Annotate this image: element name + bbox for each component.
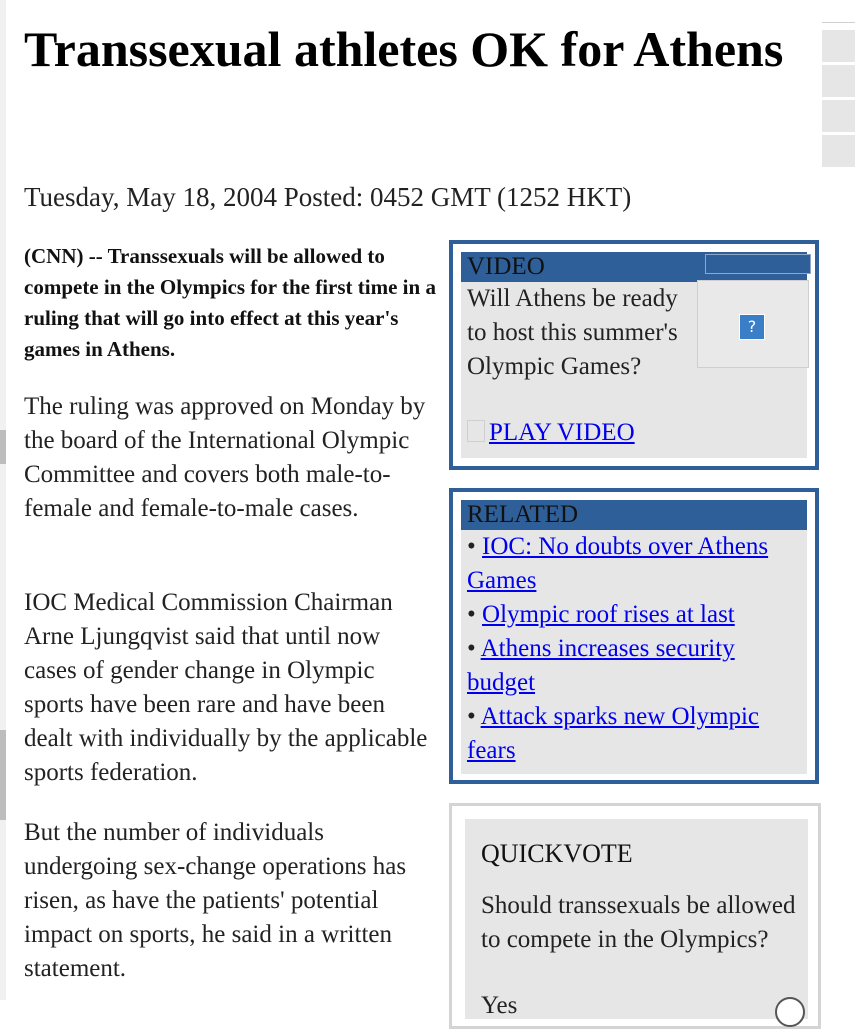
play-video-link[interactable]: PLAY VIDEO — [489, 419, 635, 446]
list-item: • Olympic roof rises at last — [467, 601, 735, 628]
left-scroll-edge — [0, 0, 6, 1000]
article-lead: (CNN) -- Transsexuals will be allowed to compete in the Olympics for the first time in a ruling that will go into effect at this year's games in Athens. — [24, 244, 436, 361]
quickvote-option-yes: Yes — [481, 992, 518, 1019]
list-item: • Athens increases security budget — [467, 635, 735, 696]
quickvote-box — [449, 803, 821, 1029]
article-paragraph: IOC Medical Commission Chairman Arne Ljungqvist said that until now cases of gender change in Olympic sports have been rare and have been dealt with individually by the applicable sports federation. — [24, 589, 428, 786]
quickvote-yes-radio[interactable] — [775, 997, 805, 1027]
related-list — [461, 530, 807, 768]
left-edge-mark — [0, 430, 6, 464]
right-sidebar-block[interactable] — [822, 30, 855, 62]
article-paragraph: But the number of individuals undergoing sex-change operations has risen, as have the patients' potential impact on sports, he said in a written statement. — [24, 819, 407, 982]
article-dateline: Tuesday, May 18, 2004 Posted: 0452 GMT (1252 HKT) — [24, 182, 632, 212]
list-item: • Attack sparks new Olympic fears — [467, 703, 760, 764]
related-link[interactable]: Athens increases security budget — [467, 635, 735, 696]
related-link[interactable]: Attack sparks new Olympic fears — [467, 703, 760, 764]
related-box — [449, 488, 819, 784]
right-sidebar-block[interactable] — [822, 65, 855, 97]
video-caption: Will Athens be ready to host this summer's Olympic Games? — [467, 285, 678, 380]
missing-image-icon: ? — [739, 314, 765, 340]
left-edge-mark — [0, 730, 6, 820]
related-link[interactable]: IOC: No doubts over Athens Games — [467, 533, 769, 594]
right-sidebar-block[interactable] — [822, 135, 855, 167]
quickvote-question: Should transsexuals be allowed to compete in the Olympics? — [481, 892, 796, 953]
article-title: Transsexual athletes OK for Athens — [24, 21, 784, 77]
video-header: VIDEO — [461, 252, 807, 282]
quickvote-title: QUICKVOTE — [481, 839, 633, 868]
play-icon[interactable] — [467, 420, 485, 442]
quickvote-panel — [465, 819, 808, 1019]
article-paragraph: The ruling was approved on Monday by the board of the International Olympic Committee and covers both male-to-female and female-to-male cases. — [24, 393, 426, 522]
right-sidebar-divider — [822, 22, 855, 23]
list-item: • IOC: No doubts over Athens Games — [467, 533, 769, 594]
right-sidebar-block[interactable] — [822, 100, 855, 132]
video-box — [449, 240, 819, 470]
video-thumb-frame — [705, 254, 811, 274]
related-link[interactable]: Olympic roof rises at last — [482, 601, 735, 628]
related-header: RELATED — [461, 500, 807, 530]
